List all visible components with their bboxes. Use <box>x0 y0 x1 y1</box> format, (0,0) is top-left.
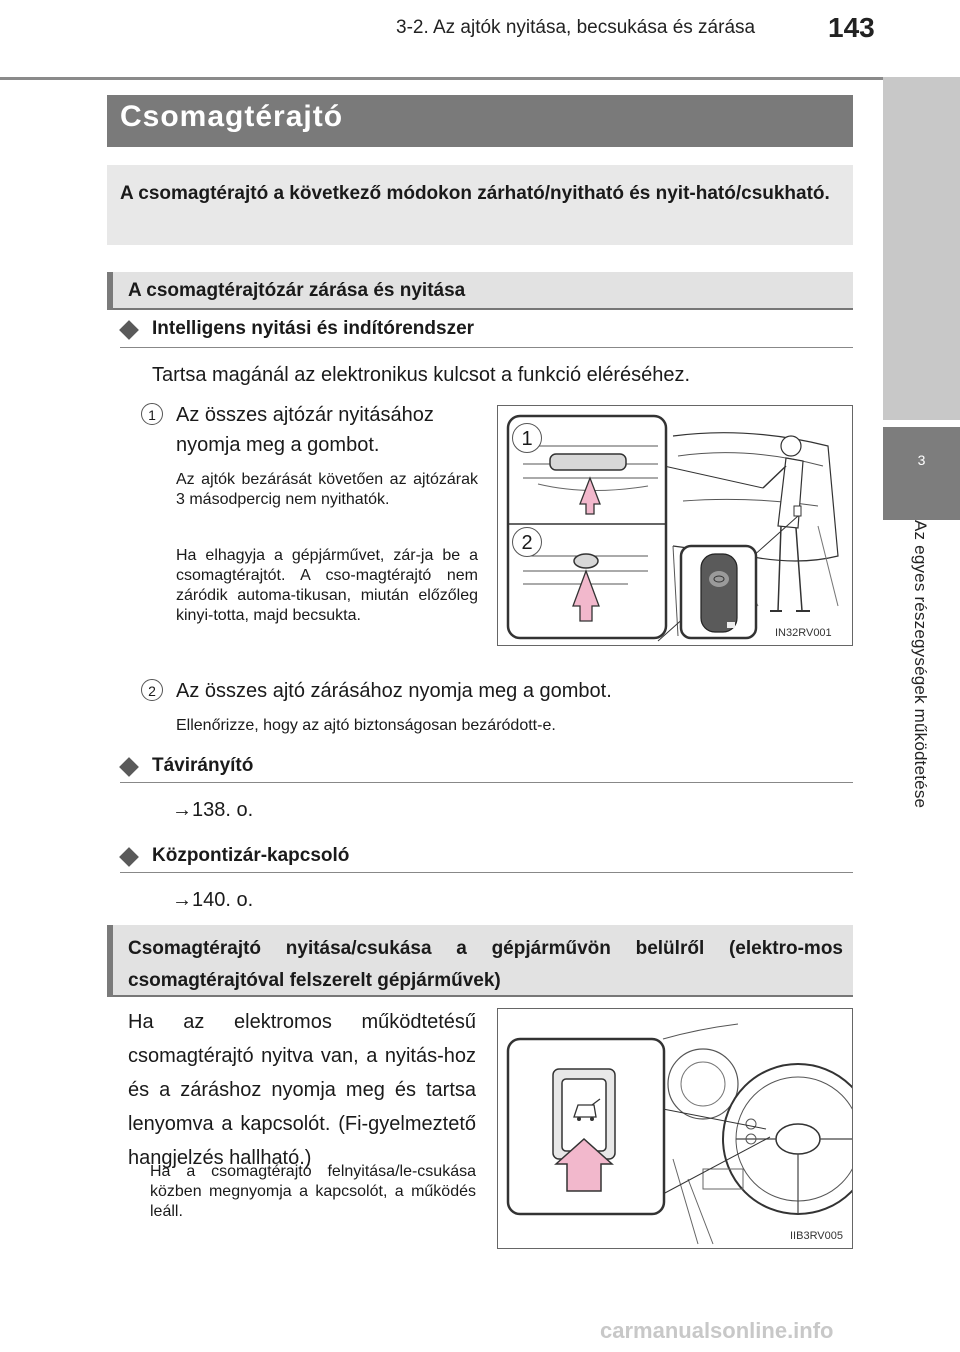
header-section-title: 3-2. Az ajtók nyitása, becsukása és zárása <box>396 17 756 38</box>
remote-ref-link[interactable]: →138. o. <box>172 799 254 821</box>
figure-interior-switch <box>497 1008 853 1249</box>
section2-body: Ha az elektromos működtetésű csomagtérajtó nyitva van, a nyitás-hoz és a záráshoz nyomja meg és tartsa lenyomva a kapcsolót. (Fi-gyelmeztető hangjelzés hallható.) <box>128 1011 476 1169</box>
item-number-2: 2 <box>141 679 163 701</box>
smart-system-lead: Tartsa magánál az elektronikus kulcsot a funkció eléréséhez. <box>152 364 691 386</box>
subheading-rule <box>120 872 853 873</box>
smart-system-heading: Intelligens nyitási és indítórendszer <box>152 318 475 339</box>
item2-note: Ellenőrizze, hogy az ajtó biztonságosan bezáródott-e. <box>176 717 556 734</box>
footer-watermark: carmanualsonline.info <box>600 1318 834 1343</box>
section2-heading: Csomagtérajtó nyitása/csukása a gépjárművön belülről (elektro-mos csomagtérajtóval felszerelt gépjárművek) <box>128 938 843 991</box>
figure1-code: IN32RV001 <box>775 627 832 639</box>
diamond-bullet-icon <box>119 847 139 867</box>
chapter-number: 3 <box>917 452 926 468</box>
figure2-code: IIB3RV005 <box>790 1230 844 1242</box>
diamond-bullet-icon <box>119 320 139 340</box>
item1-note1: Az ajtók bezárását követően az ajtózárak 3 másodpercig nem nyithatók. <box>176 471 478 508</box>
item1-note2: Ha elhagyja a gépjárművet, zár-ja be a csomagtérajtót. A cso-magtérajtó nem záródik automa-tikusan, miután előzőleg kinyi-totta, majd becsukta. <box>176 547 478 624</box>
chapter-label: Az egyes részegységek működtetése <box>911 520 930 809</box>
header-divider <box>0 77 960 80</box>
section1-bar <box>107 272 113 310</box>
section2-note: Ha a csomagtérajtó felnyitása/le-csukása közben megnyomja a kapcsolót, a működés leáll. <box>150 1163 476 1220</box>
figure-tailgate-illustration <box>497 405 853 646</box>
item-number-1: 1 <box>141 403 163 425</box>
chapter-tab <box>883 427 960 520</box>
remote-heading: Távirányító <box>152 755 254 776</box>
item2-text: Az összes ajtó zárásához nyomja meg a gombot. <box>176 680 612 702</box>
figure1-callout-1: 1 <box>512 423 542 453</box>
diamond-bullet-icon <box>119 757 139 777</box>
central-lock-ref-link[interactable]: →140. o. <box>172 889 254 911</box>
page-title: Csomagtérajtó <box>120 100 344 133</box>
tailgate-drawing <box>498 406 852 645</box>
subheading-rule <box>120 347 853 348</box>
central-lock-heading: Központizár-kapcsoló <box>152 845 350 866</box>
interior-drawing <box>498 1009 852 1248</box>
page-number: 143 <box>828 12 875 43</box>
side-tab-background <box>883 77 960 420</box>
intro-text: A csomagtérajtó a következő módokon zárható/nyitható és nyit-ható/csukható. <box>120 183 830 204</box>
section1-heading: A csomagtérajtózár zárása és nyitása <box>128 280 466 301</box>
subheading-rule <box>120 782 853 783</box>
item1-text: Az összes ajtózár nyitásához nyomja meg a gombot. <box>176 404 434 456</box>
section2-bar <box>107 925 113 997</box>
figure1-callout-2: 2 <box>512 527 542 557</box>
